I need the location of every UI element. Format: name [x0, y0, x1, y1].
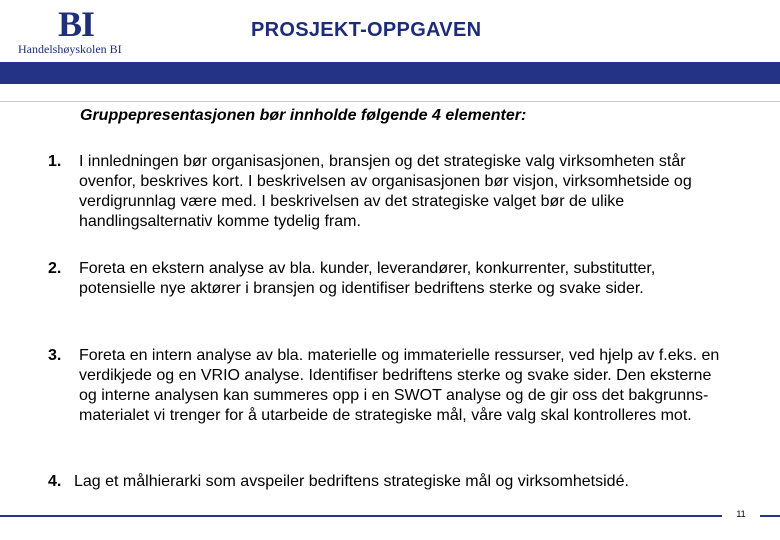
logo-mark: BI: [58, 4, 95, 44]
list-item: [48, 472, 728, 492]
footer-line: [0, 515, 780, 517]
slide-title: PROSJEKT-OPPGAVEN: [251, 19, 482, 41]
item-text: Foreta en intern analyse av bla. materielle og immaterielle ressurser, ved hjelp av f.eks. en verdikjede og en VRIO analyse. Identifiser bedriftens sterke og svake sider. Den eksterne og interne analysen kan summeres opp i en SWOT analyse og de gir oss det bakgrunns-materialet vi trenger for å utarbeide de strategiske mål, våre valg skal kontrolleres mot.: [79, 347, 720, 424]
list-item: [48, 259, 728, 299]
header-band: [0, 62, 780, 84]
list-item: [48, 152, 728, 232]
intro-text: Gruppepresentasjonen bør innholde følgende 4 elementer:: [80, 107, 527, 124]
item-number: 2.: [48, 260, 62, 277]
logo-text: Handelshøyskolen BI: [18, 42, 122, 56]
page-number: 11: [736, 509, 746, 519]
item-number: 3.: [48, 347, 62, 364]
item-text: Lag et målhierarki som avspeiler bedriftens strategiske mål og virksomhetsidé.: [74, 473, 629, 490]
item-number: 4.: [48, 473, 62, 490]
item-number: 1.: [48, 153, 62, 170]
header-subband: [0, 84, 780, 102]
bi-logo: [18, 6, 143, 56]
item-text: I innledningen bør organisasjonen, bransjen og det strategiske valg virksomheten står ovenfor, beskrives kort. I beskrivelsen av organisasjonen bør visjon, virksomhetside og verdigrunnlag være med. I beskrivelsen av det strategiske valget bør de ulike handlingsalternativ komme tydelig fram.: [79, 153, 692, 230]
item-text: Foreta en ekstern analyse av bla. kunder, leverandører, konkurrenter, substitutter, potensielle nye aktører i bransjen og identifiser bedriftens sterke og svake sider.: [79, 260, 656, 297]
list-item: [48, 346, 728, 426]
